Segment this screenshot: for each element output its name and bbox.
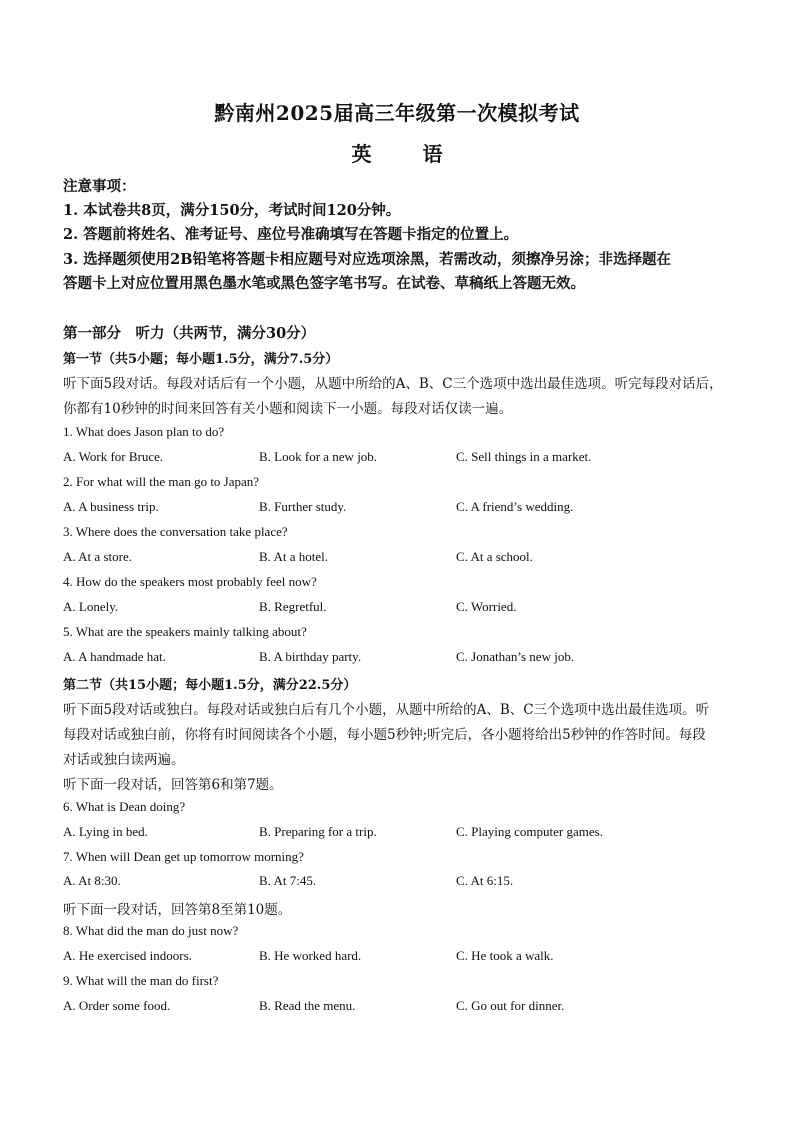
option-c: C. Go out for dinner. (456, 998, 565, 1013)
option-a: A. He exercised indoors. (63, 948, 192, 963)
question-stem: 6. What is Dean doing? (63, 799, 186, 814)
option-a: A. Lying in bed. (63, 824, 148, 839)
option-a: A. Order some food. (63, 998, 171, 1013)
section1-heading: 第一节（共5小题；每小题1.5分，满分7.5分） (63, 352, 339, 367)
option-c: C. Worried. (456, 599, 517, 614)
option-b: B. Preparing for a trip. (259, 824, 377, 839)
option-a: A. A business trip. (63, 499, 159, 514)
section2-sub-instruction: 听下面一段对话，回答第6和第7题。 (63, 777, 283, 793)
notes-item: 2. 答题前将姓名、准考证号、座位号准确填写在答题卡指定的位置上。 (63, 226, 519, 243)
option-c: C. He took a walk. (456, 948, 554, 963)
option-b: B. At a hotel. (259, 549, 328, 564)
option-c: C. Playing computer games. (456, 824, 603, 839)
option-b: B. Look for a new job. (259, 449, 378, 464)
question-stem: 8. What did the man do just now? (63, 923, 239, 938)
option-a: A. A handmade hat. (63, 649, 166, 664)
notes-item: 1. 本试卷共8页，满分150分，考试时间120分钟。 (63, 202, 401, 219)
section2-instructions: 听下面5段对话或独白。每段对话或独白后有几个小题，从题中所给的A、B、C三个选项中选出最佳选项。听 (63, 702, 710, 718)
question-stem: 1. What does Jason plan to do? (63, 424, 225, 439)
option-b: B. Regretful. (259, 599, 327, 614)
notes-item: 答题卡上对应位置用黑色墨水笔或黑色签字笔书写。在试卷、草稿纸上答题无效。 (63, 275, 585, 292)
section1-instructions: 听下面5段对话。每段对话后有一个小题，从题中所给的A、B、C三个选项中选出最佳选项。听完每段对话后， (63, 376, 723, 392)
subject-title: 英 语 (351, 142, 465, 166)
question-stem: 9. What will the man do first? (63, 973, 219, 988)
option-b: B. Read the menu. (259, 998, 356, 1013)
option-a: A. Work for Bruce. (63, 449, 164, 464)
option-a: A. Lonely. (63, 599, 119, 614)
option-a: A. At 8:30. (63, 873, 121, 888)
notes-heading: 注意事项： (63, 178, 136, 195)
option-a: A. At a store. (63, 549, 132, 564)
section2-instructions: 每段对话或独白前，你将有时间阅读各个小题，每小题5秒钟;听完后，各小题将给出5秒钟的作答时间。每段 (63, 727, 706, 743)
option-c: C. Jonathan’s new job. (456, 649, 575, 664)
question-stem: 7. When will Dean get up tomorrow morning? (63, 849, 304, 864)
part1-heading: 第一部分 听力（共两节，满分30分） (63, 325, 316, 342)
exam-title: 黔南州2025届高三年级第一次模拟考试 (214, 101, 580, 125)
option-c: C. At 6:15. (456, 873, 514, 888)
notes-item: 3. 选择题须使用2B铅笔将答题卡相应题号对应选项涂黑，若需改动，须擦净另涂；非选择题在 (63, 251, 672, 268)
question-stem: 3. Where does the conversation take place? (63, 524, 288, 539)
section2-instructions: 对话或独白读两遍。 (63, 752, 185, 768)
option-b: B. A birthday party. (259, 649, 362, 664)
option-c: C. A friend’s wedding. (456, 499, 574, 514)
option-c: C. Sell things in a market. (456, 449, 592, 464)
question-stem: 4. How do the speakers most probably feel now? (63, 574, 317, 589)
option-b: B. He worked hard. (259, 948, 362, 963)
question-stem: 5. What are the speakers mainly talking about? (63, 624, 307, 639)
question-stem: 2. For what will the man go to Japan? (63, 474, 260, 489)
section2-sub-instruction: 听下面一段对话，回答第8至第10题。 (63, 902, 292, 918)
option-b: B. Further study. (259, 499, 347, 514)
section2-heading: 第二节（共15小题；每小题1.5分，满分22.5分） (63, 678, 357, 693)
option-b: B. At 7:45. (259, 873, 317, 888)
section1-instructions: 你都有10秒钟的时间来回答有关小题和阅读下一小题。每段对话仅读一遍。 (63, 401, 513, 417)
option-c: C. At a school. (456, 549, 533, 564)
